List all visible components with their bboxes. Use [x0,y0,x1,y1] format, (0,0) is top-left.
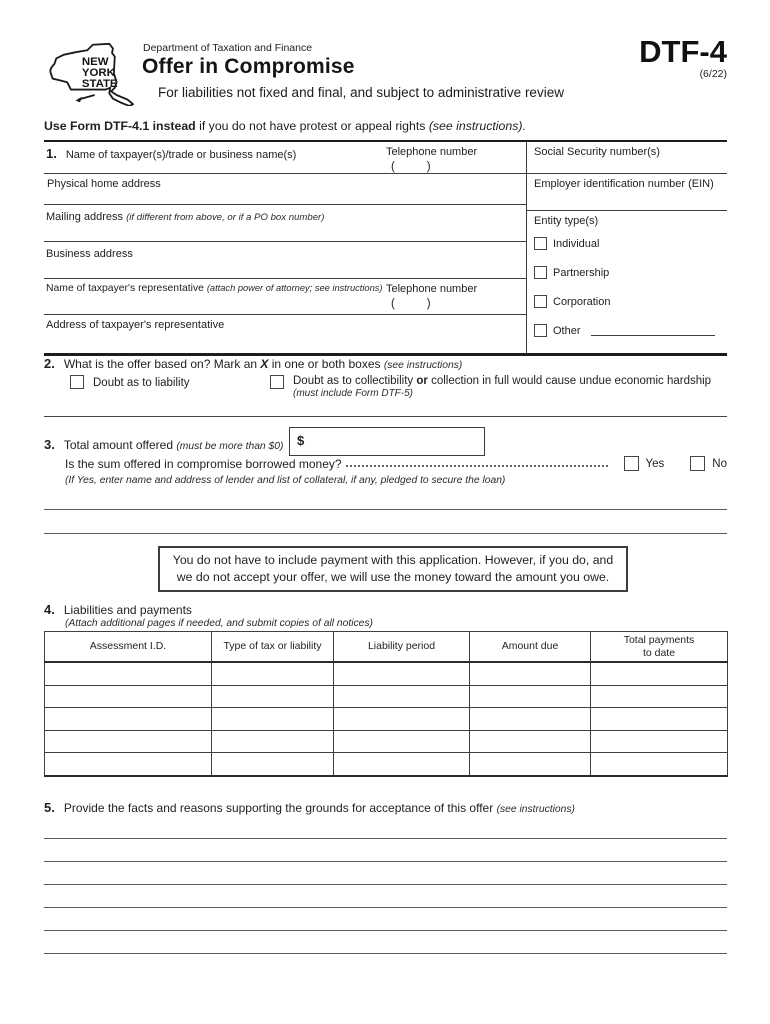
borrowed-yes-option[interactable] [624,456,665,471]
facts-reasons-label: Provide the facts and reasons supporting the grounds for acceptance of this offer [63,801,497,815]
section-2-number: 2. [44,356,55,371]
section-1-number: 1. [46,146,57,161]
borrowed-money-question-row [65,456,727,471]
table-cell[interactable] [212,685,334,708]
instruction-regular: if you do not have protest or appeal rights [195,119,429,133]
table-cell[interactable] [591,685,728,708]
table-cell[interactable] [470,685,591,708]
payment-notice-text: You do not have to include payment with this application. However, if you do, and we do not accept your offer, we will use the money toward the amount you owe. [172,553,614,585]
dollar-sign: $ [297,433,305,448]
amount-offered-input[interactable] [289,427,485,456]
table-cell[interactable] [212,730,334,753]
yes-label: Yes [645,457,665,470]
amount-offered-note: (must be more than $0) [176,441,284,452]
doubt-collectibility-option[interactable] [270,375,720,399]
other-write-in-line[interactable] [591,324,715,336]
representative-telephone-label: Telephone number [386,283,478,295]
doubt-liability-label: Doubt as to liability [93,377,190,389]
entity-type-field [527,211,727,353]
taxpayer-name-field[interactable] [44,142,526,174]
lender-note: (If Yes, enter name and address of lender and list of collateral, if any, pledged to secure the loan) [65,475,506,486]
individual-label: Individual [553,237,600,250]
doubt-liability-option[interactable] [70,375,190,389]
table-cell[interactable] [334,730,470,753]
liabilities-row [45,662,728,685]
representative-name-note: (attach power of attorney; see instructions) [206,283,383,293]
facts-writing-line[interactable] [44,861,727,862]
facts-writing-line[interactable] [44,838,727,839]
payment-notice-box [158,546,628,592]
section-3-heading [44,437,283,452]
table-cell[interactable] [591,730,728,753]
dotted-leader [346,465,608,467]
physical-home-address-field[interactable] [44,174,526,205]
ssn-field[interactable] [527,142,727,174]
doubt-liability-checkbox[interactable] [70,375,84,389]
table-cell[interactable] [45,708,212,731]
liabilities-row [45,685,728,708]
svg-text:STATE: STATE [81,77,118,90]
form-number: DTF-4 [639,34,727,69]
liabilities-row [45,730,728,753]
borrowed-no-option[interactable] [690,456,727,471]
section-1-right-column [526,142,727,353]
facts-writing-line[interactable] [44,907,727,908]
entity-option-partnership[interactable] [534,266,727,279]
partnership-checkbox[interactable] [534,266,547,279]
corporation-checkbox[interactable] [534,295,547,308]
telephone-field[interactable] [386,146,477,173]
other-label: Other [553,324,581,337]
doubt-collectibility-checkbox[interactable] [270,375,284,389]
representative-telephone-field[interactable] [386,283,477,310]
liabilities-note: (Attach additional pages if needed, and submit copies of all notices) [65,618,373,629]
table-cell[interactable] [212,708,334,731]
facts-reasons-note: (see instructions) [496,804,575,815]
liabilities-table [44,631,728,777]
use-dtf41-instruction [44,119,526,133]
section-2-question [44,356,462,371]
option2-post: collection in full would cause undue economic hardship [427,375,712,387]
facts-writing-line[interactable] [44,953,727,954]
table-cell[interactable] [591,753,728,776]
physical-home-address-label: Physical home address [47,178,161,190]
section-3-number: 3. [44,437,55,452]
liabilities-header-row [45,632,728,663]
lender-writing-line[interactable] [44,533,727,534]
liabilities-title: Liabilities and payments [63,603,192,617]
agency-name: Department of Taxation and Finance [143,42,313,54]
col-header-amount-due: Amount due [470,632,591,663]
facts-writing-line[interactable] [44,884,727,885]
option2-note: (must include Form DTF-5) [293,388,414,399]
table-cell[interactable] [334,685,470,708]
representative-address-label: Address of taxpayer's representative [46,319,225,331]
table-cell[interactable] [591,708,728,731]
entity-option-other[interactable] [534,324,727,337]
section-4-heading [44,602,192,617]
form-revision: (6/22) [699,68,727,80]
facts-writing-line[interactable] [44,930,727,931]
table-cell[interactable] [45,685,212,708]
section-2-offer-basis [44,354,727,417]
individual-checkbox[interactable] [534,237,547,250]
section-1-left-column [44,142,526,353]
option2-pre: Doubt as to collectibility [293,375,417,387]
section-5-heading [44,800,575,815]
col-header-tax-type: Type of tax or liability [212,632,334,663]
mailing-address-note: (if different from above, or if a PO box number) [126,212,325,223]
table-cell[interactable] [45,730,212,753]
question-x: X [260,357,269,371]
liabilities-row [45,708,728,731]
svg-text:NEW: NEW [81,55,109,68]
representative-name-label: Name of taxpayer's representative [46,283,207,294]
representative-address-field[interactable] [44,315,526,353]
no-label: No [712,457,727,470]
section-1-taxpayer-info [44,140,727,356]
no-checkbox[interactable] [690,456,705,471]
table-cell[interactable] [334,753,470,776]
table-cell[interactable] [212,753,334,776]
question-note: (see instructions) [383,360,463,371]
table-cell[interactable] [470,730,591,753]
ein-label: Employer identification number (EIN) [534,178,714,190]
telephone-label: Telephone number [386,146,478,158]
amount-offered-label: Total amount offered [63,438,177,452]
total-payments-line2: to date [642,646,676,659]
new-york-state-logo-icon [44,42,138,106]
representative-name-field[interactable] [44,279,526,315]
mailing-address-field[interactable] [44,205,526,242]
question-post: in one or both boxes [268,357,384,371]
ssn-label: Social Security number(s) [534,146,660,158]
form-subtitle: For liabilities not fixed and final, and subject to administrative review [158,85,564,100]
mailing-address-label: Mailing address [46,211,127,223]
business-address-field[interactable] [44,242,526,279]
ein-field[interactable] [527,174,727,211]
form-title: Offer in Compromise [142,55,355,78]
borrowed-money-question: Is the sum offered in compromise borrowed money? [65,457,342,471]
telephone-parens: ( ) [391,161,431,173]
col-header-assessment-id: Assessment I.D. [45,632,212,663]
representative-telephone-parens: ( ) [391,298,431,310]
entity-type-label: Entity type(s) [534,215,599,227]
table-cell[interactable] [334,708,470,731]
col-header-liability-period: Liability period [334,632,470,663]
doubt-collectibility-label [293,375,713,399]
table-cell[interactable] [591,662,728,685]
partnership-label: Partnership [553,266,610,279]
table-cell[interactable] [470,662,591,685]
question-pre: What is the offer based on? Mark an [63,357,261,371]
other-checkbox[interactable] [534,324,547,337]
table-cell[interactable] [212,662,334,685]
lender-writing-line[interactable] [44,509,727,510]
instruction-bold: Use Form DTF-4.1 instead [44,119,196,133]
svg-text:YORK: YORK [81,66,115,79]
table-cell[interactable] [45,662,212,685]
table-cell[interactable] [470,708,591,731]
corporation-label: Corporation [553,295,611,308]
taxpayer-name-label: Name of taxpayer(s)/trade or business name(s) [65,149,297,161]
table-cell[interactable] [45,753,212,776]
total-payments-line1: Total payments [623,634,695,647]
table-cell[interactable] [334,662,470,685]
col-header-total-payments [591,632,728,663]
section-4-number: 4. [44,602,55,617]
liabilities-row [45,753,728,776]
entity-option-corporation[interactable] [534,295,727,308]
section-5-number: 5. [44,800,55,815]
instruction-note: (see instructions). [428,119,526,133]
table-cell[interactable] [470,753,591,776]
option2-or: or [416,375,428,387]
business-address-label: Business address [46,248,133,260]
entity-option-individual[interactable] [534,237,727,250]
yes-checkbox[interactable] [624,456,639,471]
